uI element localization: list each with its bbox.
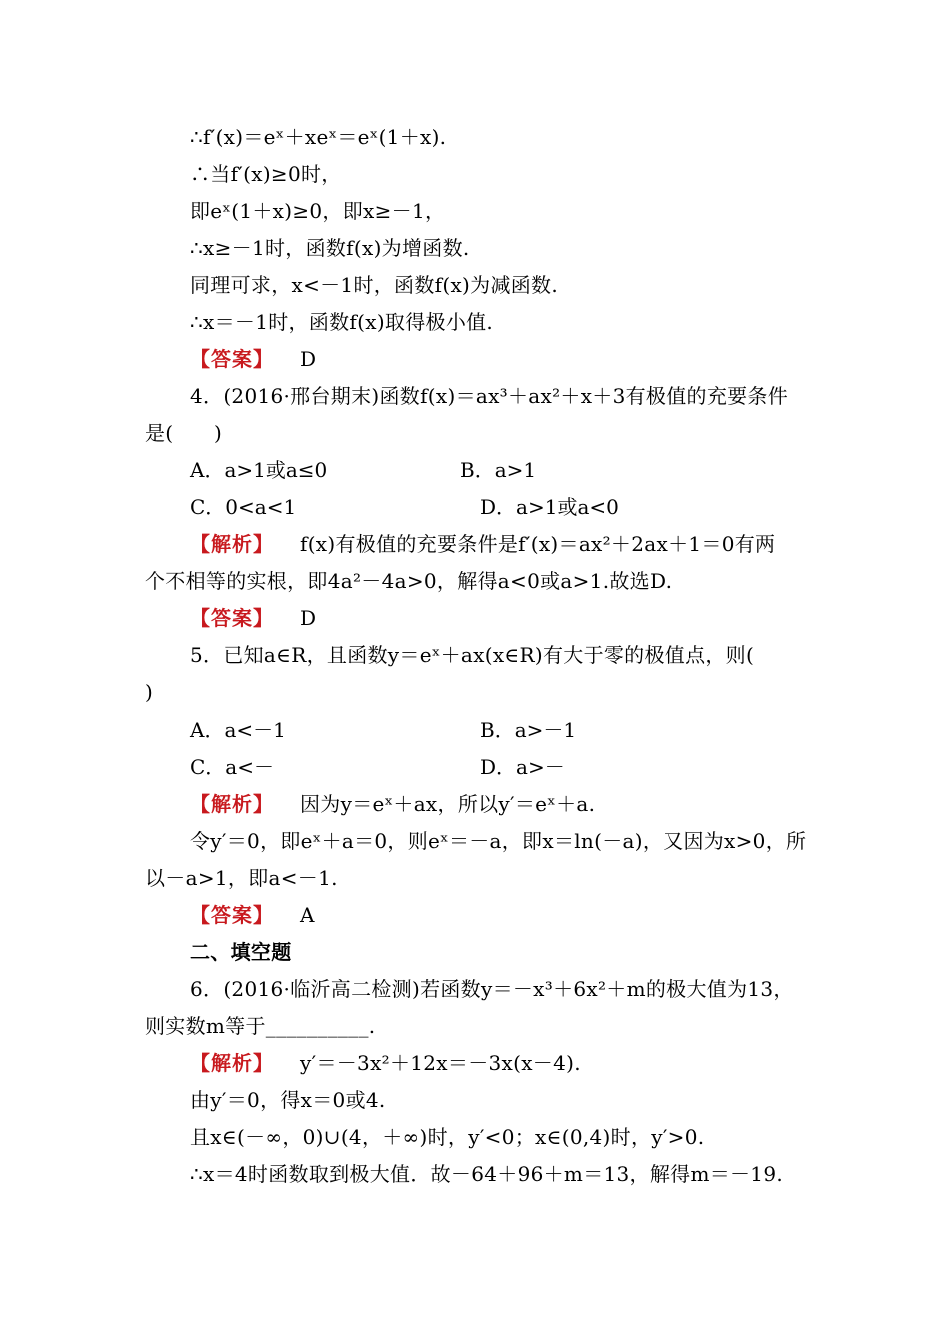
option-a: A．a<－1 bbox=[190, 718, 286, 742]
analysis-line: 且x∈(－∞，0)∪(4，＋∞)时，y′<0；x∈(0,4)时，y′>0. bbox=[190, 1125, 705, 1149]
question-stem: ) bbox=[145, 680, 154, 704]
question-stem: 是( ) bbox=[145, 421, 223, 445]
option-d: D．a>－ bbox=[480, 755, 565, 779]
analysis-tag: 【解析】 bbox=[190, 792, 274, 816]
analysis-line bbox=[190, 791, 595, 817]
answer-value: D bbox=[300, 606, 317, 630]
answer-tag: 【答案】 bbox=[190, 606, 274, 630]
text-line: ∴x≥－1时，函数f(x)为增函数. bbox=[190, 236, 470, 260]
analysis-line bbox=[190, 1050, 581, 1076]
text-line: 同理可求，x<－1时，函数f(x)为减函数. bbox=[190, 273, 559, 297]
text-line: ∴x＝－1时，函数f(x)取得极小值. bbox=[190, 310, 494, 334]
analysis-text: y′＝－3x²＋12x＝－3x(x－4). bbox=[300, 1051, 581, 1075]
question-stem: 4．(2016·邢台期末)函数f(x)＝ax³＋ax²＋x＋3有极值的充要条件 bbox=[190, 384, 789, 408]
analysis-line: 由y′＝0，得x＝0或4. bbox=[190, 1088, 386, 1112]
analysis-line bbox=[190, 531, 775, 557]
answer-line bbox=[190, 346, 316, 372]
text-line: ∴当f′(x)≥0时， bbox=[190, 162, 342, 186]
analysis-line: 以－a>1，即a<－1. bbox=[145, 866, 338, 890]
answer-line bbox=[190, 605, 316, 631]
answer-tag: 【答案】 bbox=[190, 903, 274, 927]
option-d: D．a>1或a<0 bbox=[480, 495, 619, 519]
analysis-text: f(x)有极值的充要条件是f′(x)＝ax²＋2ax＋1＝0有两 bbox=[300, 532, 776, 556]
option-a: A．a>1或a≤0 bbox=[190, 458, 328, 482]
analysis-line: ∴x＝4时函数取到极大值．故－64＋96＋m＝13，解得m＝－19. bbox=[190, 1162, 784, 1186]
option-b: B．a>－1 bbox=[480, 718, 577, 742]
answer-tag: 【答案】 bbox=[190, 347, 274, 371]
text-line: 即eˣ(1＋x)≥0，即x≥－1， bbox=[190, 199, 446, 223]
analysis-tag: 【解析】 bbox=[190, 1051, 274, 1075]
answer-value: A bbox=[300, 903, 315, 927]
answer-value: D bbox=[300, 347, 317, 371]
question-stem: 则实数m等于__________. bbox=[145, 1014, 376, 1038]
analysis-line: 个不相等的实根，即4a²－4a>0，解得a<0或a>1.故选D. bbox=[145, 569, 673, 593]
question-stem: 6．(2016·临沂高二检测)若函数y＝－x³＋6x²＋m的极大值为13， bbox=[190, 977, 794, 1001]
option-c: C．a<－ bbox=[190, 755, 274, 779]
analysis-text: 因为y＝eˣ＋ax，所以y′＝eˣ＋a. bbox=[300, 792, 596, 816]
section-heading: 二、填空题 bbox=[190, 940, 292, 964]
analysis-tag: 【解析】 bbox=[190, 532, 274, 556]
analysis-line: 令y′＝0，即eˣ＋a＝0，则eˣ＝－a，即x＝ln(－a)，又因为x>0，所 bbox=[190, 829, 807, 853]
option-c: C．0<a<1 bbox=[190, 495, 297, 519]
option-b: B．a>1 bbox=[460, 458, 537, 482]
answer-line bbox=[190, 902, 315, 928]
question-stem: 5．已知a∈R，且函数y＝eˣ＋ax(x∈R)有大于零的极值点，则( bbox=[190, 643, 755, 667]
text-line: ∴f′(x)＝eˣ＋xeˣ＝eˣ(1＋x). bbox=[190, 125, 447, 149]
